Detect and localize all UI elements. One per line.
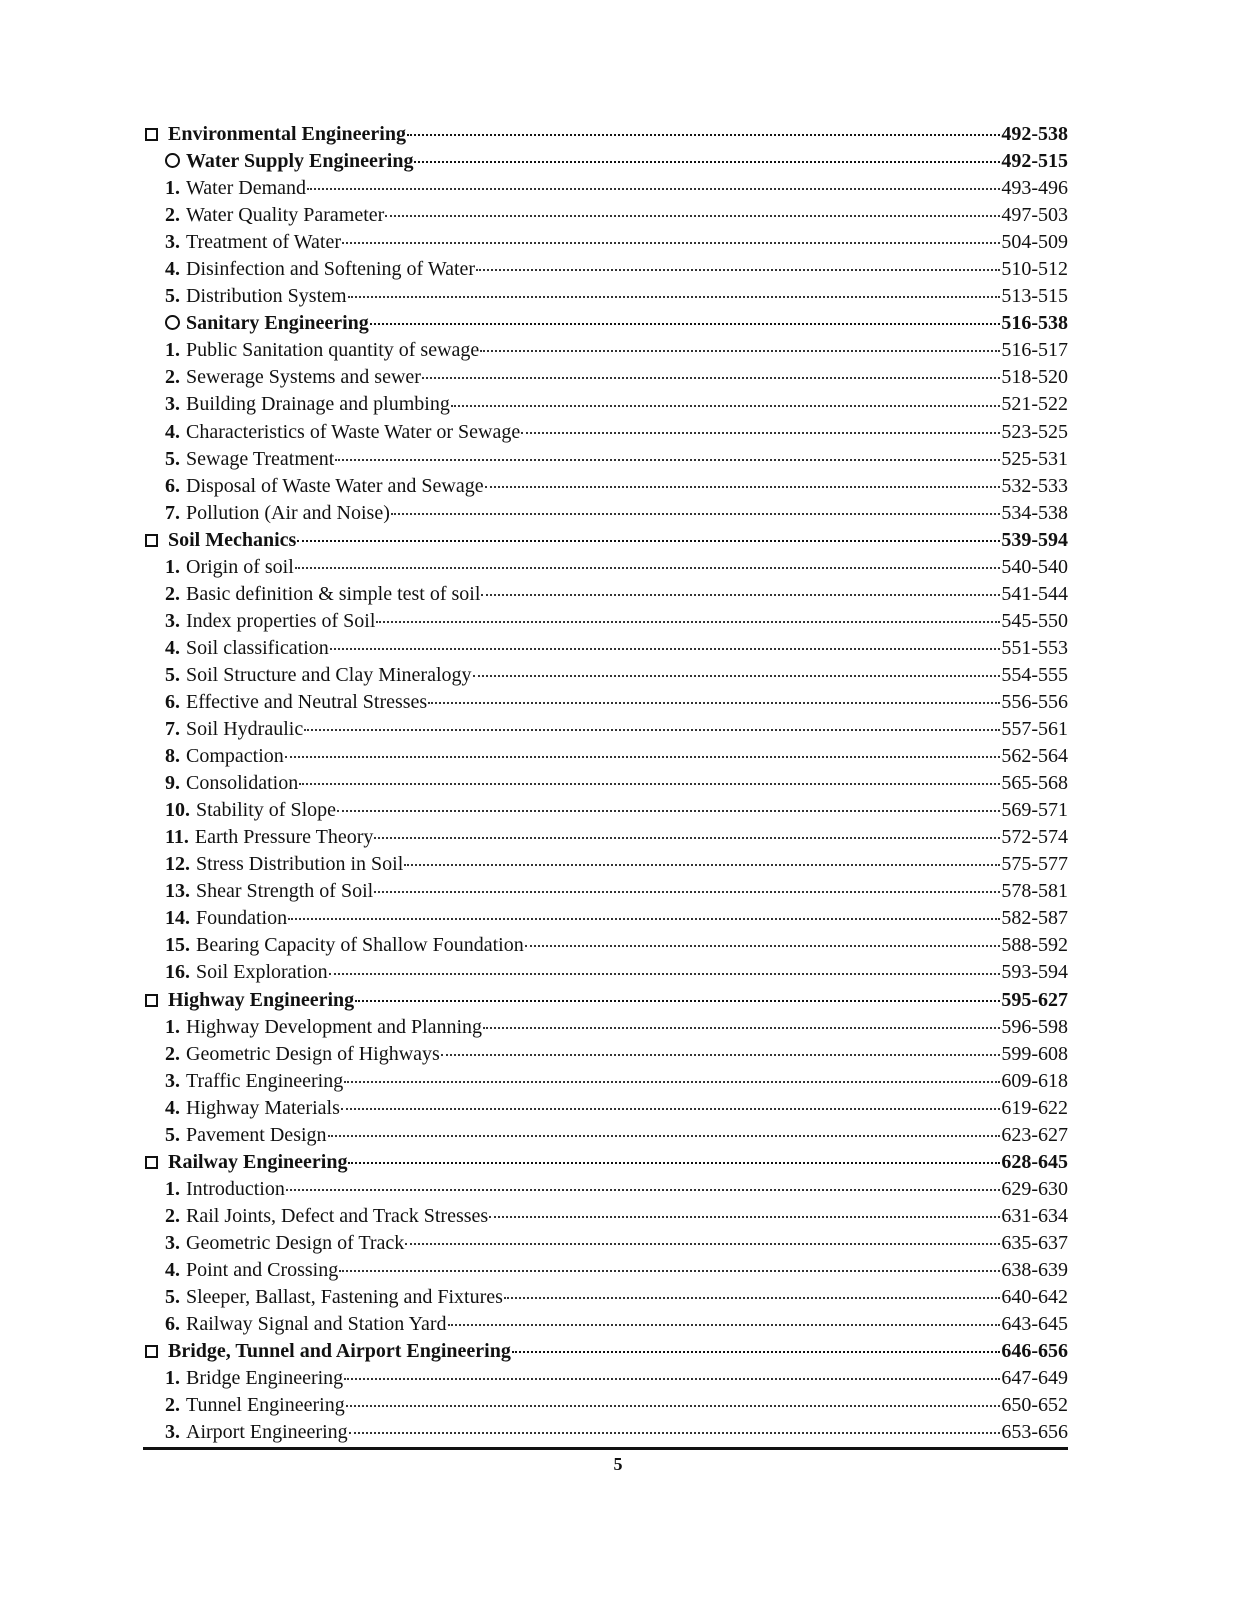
page-range: 640-642 xyxy=(1001,1286,1068,1309)
entry-title: Soil classification xyxy=(186,636,329,659)
entry-title: Stability of Slope xyxy=(196,799,336,822)
page-range: 596-598 xyxy=(1001,1015,1068,1038)
toc-entry[interactable] xyxy=(143,716,1068,743)
page-range: 497-503 xyxy=(1001,204,1068,227)
entry-title: Origin of soil xyxy=(186,555,294,578)
entry-title: Soil Mechanics xyxy=(168,528,297,551)
entry-title: Railway Engineering xyxy=(168,1150,348,1173)
page-range: 653-656 xyxy=(1001,1421,1068,1444)
page-range: 599-608 xyxy=(1001,1042,1068,1065)
toc-entry[interactable] xyxy=(143,1257,1068,1284)
toc-entry[interactable] xyxy=(143,932,1068,959)
table-of-contents xyxy=(143,121,1068,1446)
entry-number: 16. xyxy=(165,961,190,984)
dot-leader xyxy=(428,702,1000,704)
toc-entry[interactable] xyxy=(143,1419,1068,1446)
toc-entry[interactable] xyxy=(143,878,1068,905)
entry-number: 2. xyxy=(165,204,180,227)
page-range: 628-645 xyxy=(1001,1150,1068,1173)
page-range: 540-540 xyxy=(1001,555,1068,578)
page-range: 631-634 xyxy=(1001,1204,1068,1227)
page-range: 493-496 xyxy=(1001,177,1068,200)
page-range: 578-581 xyxy=(1001,880,1068,903)
entry-title: Tunnel Engineering xyxy=(186,1394,345,1417)
entry-number: 3. xyxy=(165,393,180,416)
entry-title: Foundation xyxy=(196,907,288,930)
page-range: 572-574 xyxy=(1001,826,1068,849)
dot-leader xyxy=(489,1216,1000,1218)
toc-entry[interactable] xyxy=(143,1122,1068,1149)
page-range: 525-531 xyxy=(1001,447,1068,470)
entry-title: Water Quality Parameter xyxy=(186,204,385,227)
toc-entry[interactable] xyxy=(143,446,1068,473)
page-range: 569-571 xyxy=(1001,799,1068,822)
entry-number: 3. xyxy=(165,231,180,254)
page-range: 588-592 xyxy=(1001,934,1068,957)
entry-number: 2. xyxy=(165,1394,180,1417)
page-range: 629-630 xyxy=(1001,1177,1068,1200)
dot-leader xyxy=(483,1027,1000,1029)
page-range: 523-525 xyxy=(1001,420,1068,443)
dot-leader xyxy=(355,1000,1000,1002)
toc-entry[interactable] xyxy=(143,1284,1068,1311)
page-range: 557-561 xyxy=(1001,718,1068,741)
page-range: 623-627 xyxy=(1001,1123,1068,1146)
page-range: 516-538 xyxy=(1001,312,1068,335)
entry-number: 9. xyxy=(165,772,180,795)
footer-rule xyxy=(143,1447,1068,1450)
entry-title: Treatment of Water xyxy=(186,231,342,254)
page-range: 609-618 xyxy=(1001,1069,1068,1092)
page-range: 582-587 xyxy=(1001,907,1068,930)
dot-leader xyxy=(404,864,1000,866)
toc-section[interactable] xyxy=(143,1338,1068,1365)
page-range: 619-622 xyxy=(1001,1096,1068,1119)
toc-entry[interactable] xyxy=(143,1041,1068,1068)
dot-leader xyxy=(485,486,1001,488)
dot-leader xyxy=(376,621,1000,623)
toc-entry[interactable] xyxy=(143,283,1068,310)
entry-number: 4. xyxy=(165,636,180,659)
entry-number: 8. xyxy=(165,745,180,768)
dot-leader xyxy=(473,675,1001,677)
dot-leader xyxy=(299,783,1000,785)
entry-title: Index properties of Soil xyxy=(186,609,376,632)
toc-entry[interactable] xyxy=(143,608,1068,635)
entry-number: 12. xyxy=(165,853,190,876)
entry-number: 4. xyxy=(165,420,180,443)
page-range: 595-627 xyxy=(1001,988,1068,1011)
entry-title: Bridge, Tunnel and Airport Engineering xyxy=(168,1340,511,1363)
page-range: 650-652 xyxy=(1001,1394,1068,1417)
entry-number: 1. xyxy=(165,555,180,578)
dot-leader xyxy=(286,1189,1000,1191)
toc-subsection[interactable] xyxy=(143,310,1068,337)
entry-number: 1. xyxy=(165,1015,180,1038)
entry-title: Basic definition & simple test of soil xyxy=(186,582,481,605)
dot-leader xyxy=(307,188,1000,190)
page-range: 562-564 xyxy=(1001,745,1068,768)
entry-title: Soil Structure and Clay Mineralogy xyxy=(186,663,472,686)
entry-number: 3. xyxy=(165,1421,180,1444)
entry-number: 2. xyxy=(165,366,180,389)
checkbox-square-icon xyxy=(145,1156,158,1169)
toc-entry[interactable] xyxy=(143,581,1068,608)
dot-leader xyxy=(374,891,1000,893)
toc-entry[interactable] xyxy=(143,635,1068,662)
dot-leader xyxy=(329,973,1001,975)
page-range: 635-637 xyxy=(1001,1231,1068,1254)
entry-title: Point and Crossing xyxy=(186,1258,339,1281)
toc-entry[interactable] xyxy=(143,391,1068,418)
entry-number: 14. xyxy=(165,907,190,930)
entry-title: Sanitary Engineering xyxy=(186,312,369,335)
entry-title: Soil Exploration xyxy=(196,961,328,984)
dot-leader xyxy=(339,1270,1000,1272)
toc-section[interactable] xyxy=(143,527,1068,554)
page-range: 646-656 xyxy=(1001,1340,1068,1363)
entry-title: Stress Distribution in Soil xyxy=(196,853,404,876)
toc-entry[interactable] xyxy=(143,1203,1068,1230)
page-range: 545-550 xyxy=(1001,609,1068,632)
toc-entry[interactable] xyxy=(143,1365,1068,1392)
dot-leader xyxy=(304,729,1000,731)
entry-title: Geometric Design of Track xyxy=(186,1231,405,1254)
page-range: 518-520 xyxy=(1001,366,1068,389)
dot-leader xyxy=(344,1081,1000,1083)
dot-leader xyxy=(451,405,1000,407)
toc-entry[interactable] xyxy=(143,1311,1068,1338)
entry-title: Highway Development and Planning xyxy=(186,1015,483,1038)
toc-entry[interactable] xyxy=(143,202,1068,229)
entry-title: Bridge Engineering xyxy=(186,1367,344,1390)
dot-leader xyxy=(349,1432,1001,1434)
checkbox-square-icon xyxy=(145,534,158,547)
toc-entry[interactable] xyxy=(143,1392,1068,1419)
entry-number: 7. xyxy=(165,718,180,741)
page-range: 593-594 xyxy=(1001,961,1068,984)
dot-leader xyxy=(337,810,1000,812)
entry-number: 5. xyxy=(165,285,180,308)
dot-leader xyxy=(348,1162,1000,1164)
entry-title: Sewerage Systems and sewer xyxy=(186,366,421,389)
entry-title: Disinfection and Softening of Water xyxy=(186,258,476,281)
checkbox-square-icon xyxy=(145,1345,158,1358)
page-range: 565-568 xyxy=(1001,772,1068,795)
dot-leader xyxy=(335,459,1000,461)
dot-leader xyxy=(341,1108,1000,1110)
entry-title: Characteristics of Waste Water or Sewage xyxy=(186,420,521,443)
checkbox-square-icon xyxy=(145,128,158,141)
dot-leader xyxy=(414,161,1000,163)
page-range: 513-515 xyxy=(1001,285,1068,308)
entry-title: Bearing Capacity of Shallow Foundation xyxy=(196,934,524,957)
dot-leader xyxy=(391,513,1000,515)
toc-entry[interactable] xyxy=(143,175,1068,202)
dot-leader xyxy=(344,1378,1000,1380)
entry-title: Water Demand xyxy=(186,177,306,200)
page-range: 492-538 xyxy=(1001,123,1068,145)
entry-number: 15. xyxy=(165,934,190,957)
entry-title: Distribution System xyxy=(186,285,347,308)
entry-title: Shear Strength of Soil xyxy=(196,880,374,903)
entry-title: Earth Pressure Theory xyxy=(194,826,374,849)
entry-number: 4. xyxy=(165,1096,180,1119)
dot-leader xyxy=(476,269,1000,271)
entry-title: Environmental Engineering xyxy=(168,123,406,145)
checkbox-square-icon xyxy=(145,994,158,1007)
toc-section[interactable] xyxy=(143,121,1068,148)
entry-number: 13. xyxy=(165,880,190,903)
entry-number: 6. xyxy=(165,690,180,713)
toc-entry[interactable] xyxy=(143,959,1068,986)
dot-leader xyxy=(512,1351,1000,1353)
entry-title: Geometric Design of Highways xyxy=(186,1042,440,1065)
toc-entry[interactable] xyxy=(143,419,1068,446)
dot-leader xyxy=(348,296,1001,298)
entry-title: Water Supply Engineering xyxy=(186,150,414,173)
dot-leader xyxy=(328,1135,1001,1137)
entry-title: Highway Materials xyxy=(186,1096,340,1119)
dot-leader xyxy=(521,432,1000,434)
toc-entry[interactable] xyxy=(143,256,1068,283)
entry-title: Airport Engineering xyxy=(186,1421,348,1444)
page-range: 575-577 xyxy=(1001,853,1068,876)
page-range: 534-538 xyxy=(1001,501,1068,524)
dot-leader xyxy=(342,242,1000,244)
page-range: 541-544 xyxy=(1001,582,1068,605)
entry-title: Sewage Treatment xyxy=(186,447,335,470)
toc-entry[interactable] xyxy=(143,554,1068,581)
entry-number: 7. xyxy=(165,501,180,524)
entry-number: 6. xyxy=(165,1313,180,1336)
dot-leader xyxy=(370,323,1001,325)
dot-leader xyxy=(448,1324,1001,1326)
toc-section[interactable] xyxy=(143,1149,1068,1176)
entry-number: 3. xyxy=(165,1069,180,1092)
entry-title: Traffic Engineering xyxy=(186,1069,344,1092)
dot-leader xyxy=(405,1243,1000,1245)
toc-entry[interactable] xyxy=(143,1014,1068,1041)
page-range: 647-649 xyxy=(1001,1367,1068,1390)
toc-entry[interactable] xyxy=(143,473,1068,500)
toc-entry[interactable] xyxy=(143,337,1068,364)
entry-number: 3. xyxy=(165,1231,180,1254)
entry-number: 3. xyxy=(165,609,180,632)
toc-entry[interactable] xyxy=(143,689,1068,716)
toc-entry[interactable] xyxy=(143,1176,1068,1203)
entry-number: 5. xyxy=(165,1123,180,1146)
page-range: 516-517 xyxy=(1001,339,1068,362)
entry-number: 4. xyxy=(165,258,180,281)
page-number: 5 xyxy=(613,1454,623,1474)
page-range: 551-553 xyxy=(1001,636,1068,659)
entry-title: Compaction xyxy=(186,745,284,768)
entry-title: Effective and Neutral Stresses xyxy=(186,690,428,713)
entry-number: 1. xyxy=(165,177,180,200)
dot-leader xyxy=(422,377,1000,379)
entry-number: 10. xyxy=(165,799,190,822)
dot-leader xyxy=(481,594,1000,596)
dot-leader xyxy=(480,350,1000,352)
entry-number: 5. xyxy=(165,1286,180,1309)
entry-title: Soil Hydraulic xyxy=(186,718,304,741)
page-range: 638-639 xyxy=(1001,1258,1068,1281)
toc-entry[interactable] xyxy=(143,364,1068,391)
entry-number: 4. xyxy=(165,1258,180,1281)
dot-leader xyxy=(288,918,1000,920)
entry-title: Introduction xyxy=(186,1177,285,1200)
toc-section[interactable] xyxy=(143,987,1068,1014)
toc-entry[interactable] xyxy=(143,851,1068,878)
dot-leader xyxy=(330,648,1001,650)
entry-title: Highway Engineering xyxy=(168,988,355,1011)
entry-number: 11. xyxy=(165,826,189,849)
page-range: 556-556 xyxy=(1001,690,1068,713)
dot-leader xyxy=(346,1405,1001,1407)
page-range: 554-555 xyxy=(1001,663,1068,686)
dot-leader xyxy=(385,215,1000,217)
toc-subsection[interactable] xyxy=(143,148,1068,175)
page-range: 539-594 xyxy=(1001,528,1068,551)
page-range: 532-533 xyxy=(1001,474,1068,497)
circle-bullet-icon xyxy=(165,315,180,330)
dot-leader xyxy=(295,567,1001,569)
dot-leader xyxy=(297,540,1000,542)
dot-leader xyxy=(525,945,1001,947)
entry-number: 1. xyxy=(165,339,180,362)
entry-number: 5. xyxy=(165,447,180,470)
toc-entry[interactable] xyxy=(143,743,1068,770)
toc-entry[interactable] xyxy=(143,770,1068,797)
page-range: 510-512 xyxy=(1001,258,1068,281)
dot-leader xyxy=(441,1054,1001,1056)
entry-number: 1. xyxy=(165,1177,180,1200)
entry-title: Railway Signal and Station Yard xyxy=(186,1313,447,1336)
entry-number: 2. xyxy=(165,1204,180,1227)
circle-bullet-icon xyxy=(165,153,180,168)
entry-number: 6. xyxy=(165,474,180,497)
toc-entry[interactable] xyxy=(143,1068,1068,1095)
page-range: 521-522 xyxy=(1001,393,1068,416)
entry-number: 5. xyxy=(165,663,180,686)
page-range: 643-645 xyxy=(1001,1313,1068,1336)
page-range: 504-509 xyxy=(1001,231,1068,254)
entry-title: Building Drainage and plumbing xyxy=(186,393,450,416)
entry-title: Pavement Design xyxy=(186,1123,327,1146)
dot-leader xyxy=(285,756,1001,758)
entry-number: 2. xyxy=(165,1042,180,1065)
entry-title: Sleeper, Ballast, Fastening and Fixtures xyxy=(186,1286,503,1309)
entry-title: Rail Joints, Defect and Track Stresses xyxy=(186,1204,489,1227)
entry-title: Disposal of Waste Water and Sewage xyxy=(186,474,484,497)
page-range: 492-515 xyxy=(1001,150,1068,173)
dot-leader xyxy=(374,837,1000,839)
toc-entry[interactable] xyxy=(143,1095,1068,1122)
entry-number: 1. xyxy=(165,1367,180,1390)
dot-leader xyxy=(407,134,1000,136)
toc-entry[interactable] xyxy=(143,229,1068,256)
toc-entry[interactable] xyxy=(143,500,1068,527)
toc-entry[interactable] xyxy=(143,797,1068,824)
entry-title: Consolidation xyxy=(186,772,299,795)
entry-title: Public Sanitation quantity of sewage xyxy=(186,339,480,362)
entry-number: 2. xyxy=(165,582,180,605)
dot-leader xyxy=(504,1297,1000,1299)
entry-title: Pollution (Air and Noise) xyxy=(186,501,390,524)
toc-entry[interactable] xyxy=(143,662,1068,689)
toc-entry[interactable] xyxy=(143,1230,1068,1257)
toc-entry[interactable] xyxy=(143,905,1068,932)
toc-entry[interactable] xyxy=(143,824,1068,851)
